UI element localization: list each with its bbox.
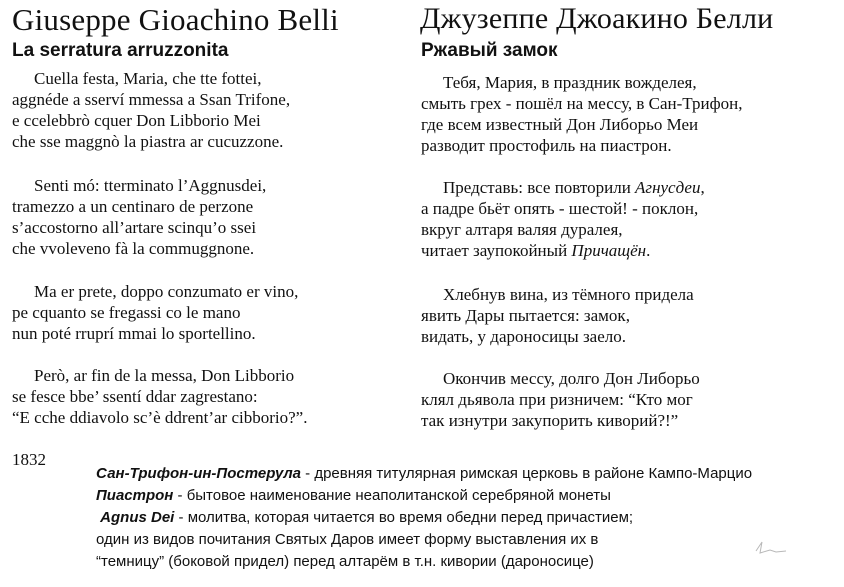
italian-stanza-2 — [12, 175, 266, 259]
russian-stanza-1 — [421, 72, 742, 156]
footnote-term: Agnus Dei — [100, 509, 175, 526]
italian-stanza-1 — [12, 68, 290, 152]
footnote-text: “темницу” (боковой придел) перед алтарём в т.н. кивории (дароносице) — [96, 553, 594, 570]
verse-line: Cuella festa, Maria, che tte fottei, — [34, 69, 262, 88]
russian-author-title: Джузеппе Джоакино Белли — [420, 2, 774, 35]
italian-poem-title: La serratura arruzzonita — [12, 40, 229, 61]
footnote — [96, 485, 752, 507]
verse-line: разводит простофиль на пиастрон. — [421, 136, 672, 155]
verse-line: “E cche ddiavolo sc’è ddrent’ar cibborio?”. — [12, 408, 308, 427]
russian-stanza-4 — [421, 368, 700, 431]
russian-poem-title: Ржавый замок — [421, 40, 558, 61]
emphasized-word: Агнусдеи — [635, 178, 701, 197]
verse-line: Senti mó: tterminato l’Aggnusdei, — [34, 176, 267, 195]
footnote — [96, 463, 752, 485]
footnote-term: Пиастрон — [96, 487, 174, 504]
verse-line: вкруг алтаря валяя дуралея, — [421, 220, 623, 239]
verse-line: а падре бьёт опять - шестой! - поклон, — [421, 199, 699, 218]
footnote-text: - древняя титулярная римская церковь в районе Кампо-Марцио — [301, 465, 753, 482]
footnote — [96, 529, 752, 551]
verse-line: s’accostorno all’artare scinqu’o ssei — [12, 218, 257, 237]
verse-line: Тебя, Мария, в праздник вожделея, — [443, 73, 697, 92]
russian-stanza-2 — [421, 177, 705, 261]
verse-line: смыть грех - пошёл на мессу, в Сан-Трифон, — [421, 94, 743, 113]
footnotes — [96, 463, 752, 573]
footnote — [96, 551, 752, 573]
verse-line: pe cquanto se fregassi co le mano — [12, 303, 241, 322]
verse-line: tramezzo a un centinaro de perzone — [12, 197, 254, 216]
verse-line: клял дьявола при ризничем: “Кто мог — [421, 390, 693, 409]
italian-stanza-4 — [12, 365, 307, 428]
verse-line: Представь: все повторили Агнусдеи, — [443, 178, 705, 197]
verse-line: Хлебнув вина, из тёмного придела — [443, 285, 694, 304]
russian-stanza-3 — [421, 284, 694, 347]
verse-line: где всем известный Дон Либорьо Меи — [421, 115, 699, 134]
verse-line: читает заупокойный Причащён. — [421, 241, 651, 260]
verse-line: Però, ar fin de la messa, Don Libborio — [34, 366, 295, 385]
italian-stanza-3 — [12, 281, 298, 344]
verse-line: nun poté rruprí mmai lo sportellino. — [12, 324, 256, 343]
verse-line: e ccelebbrò cquer Don Libborio Mei — [12, 111, 261, 130]
footnote-text: - бытовое наименование неаполитанской серебряной монеты — [173, 487, 611, 504]
verse-line: se fesce bbe’ ssentí ddar zagrestano: — [12, 387, 258, 406]
verse-line: che vvoleveno fà la commuggnone. — [12, 239, 255, 258]
verse-line: видать, у дароносицы заело. — [421, 327, 626, 346]
verse-line: Окончив мессу, долго Дон Либорьо — [443, 369, 700, 388]
verse-line: aggnéde a sserví mmessa a Ssan Trifone, — [12, 90, 291, 109]
footnote-term: Сан-Трифон-ин-Постерула — [96, 465, 301, 482]
footnote-text: - молитва, которая читается во время обедни перед причастием; — [174, 509, 634, 526]
footnote — [96, 507, 752, 529]
signature-mark — [752, 538, 792, 558]
emphasized-word: Причащён — [571, 241, 647, 260]
verse-line: Ma er prete, doppo conzumato er vino, — [34, 282, 299, 301]
verse-line: явить Дары пытается: замок, — [421, 306, 630, 325]
verse-line: che sse maggnò la piastra ar cucuzzone. — [12, 132, 284, 151]
footnote-text: один из видов почитания Святых Даров имеет форму выставления их в — [96, 531, 599, 548]
poem-year: 1832 — [12, 450, 46, 469]
italian-author-title: Giuseppe Gioachino Belli — [12, 2, 339, 37]
verse-line: так изнутри закупорить киворий?!” — [421, 411, 679, 430]
